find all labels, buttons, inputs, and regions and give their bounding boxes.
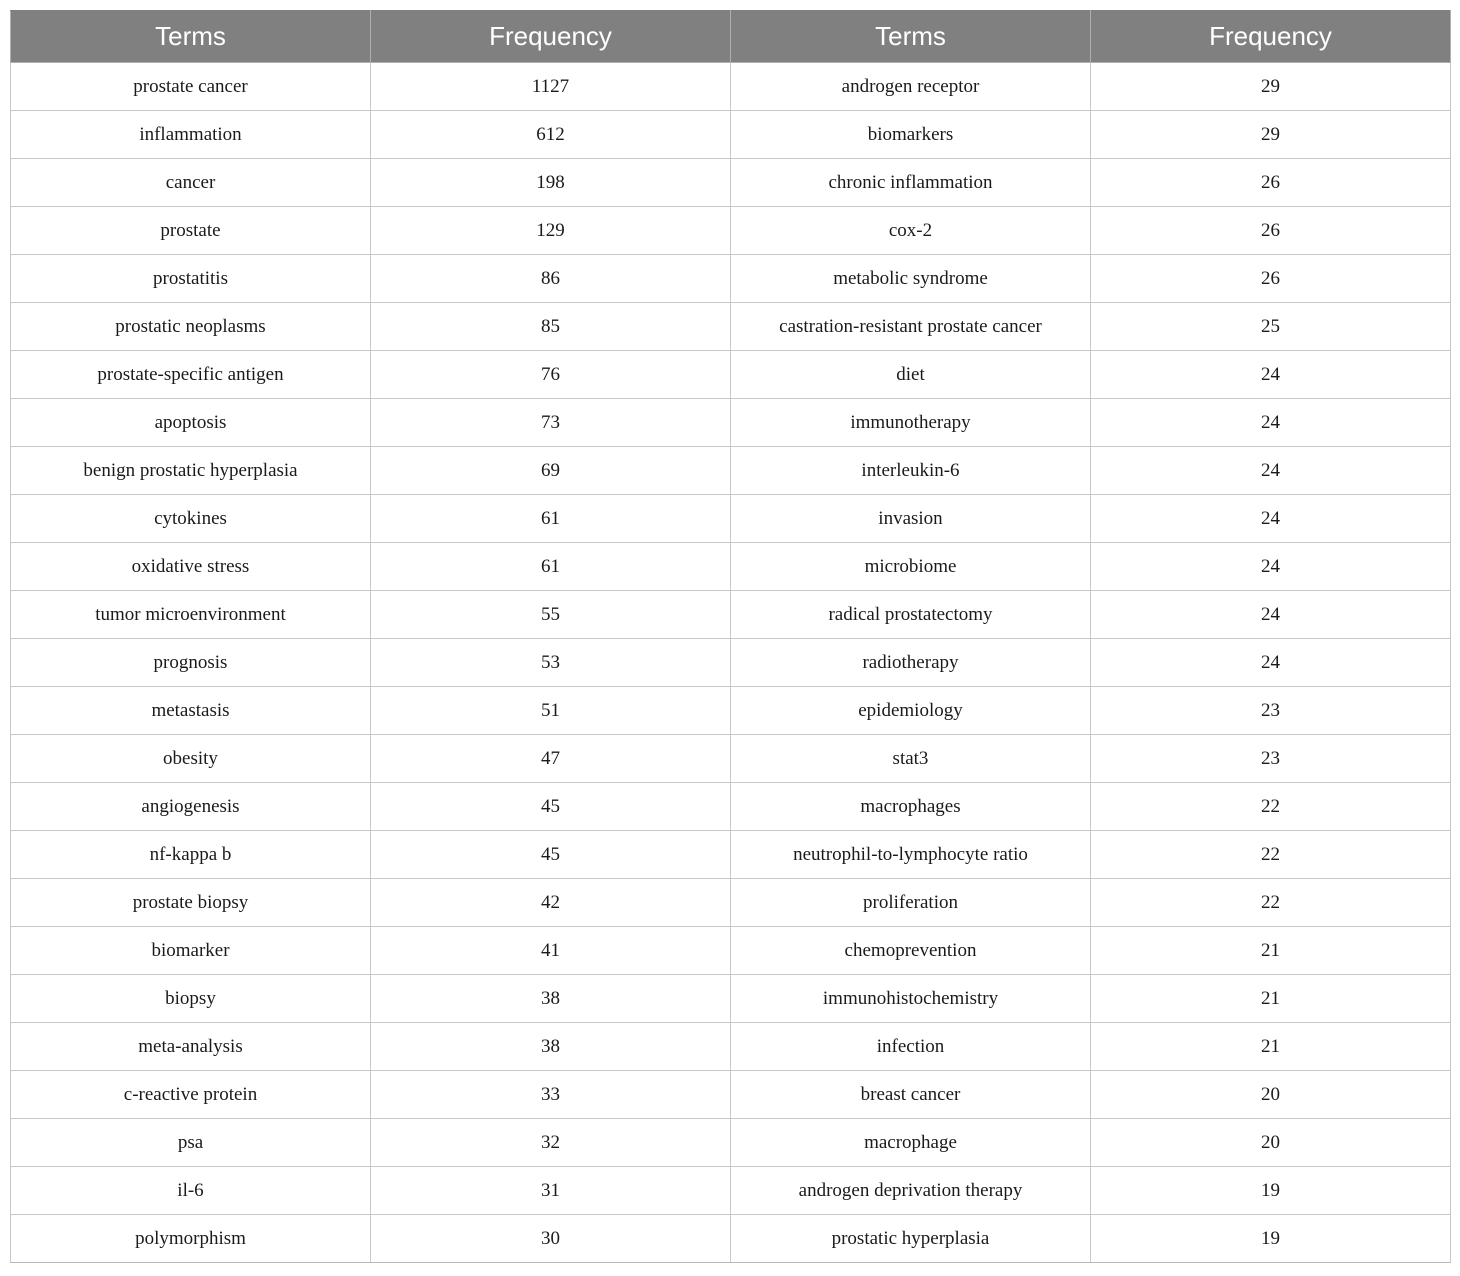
table-row	[11, 159, 1451, 207]
table-row	[11, 1023, 1451, 1071]
term-left-cell: prostatitis	[11, 255, 371, 303]
term-left-cell: c-reactive protein	[11, 1071, 371, 1119]
table-row	[11, 687, 1451, 735]
frequency-right-cell: 24	[1091, 591, 1451, 639]
term-right-cell: radiotherapy	[731, 639, 1091, 687]
term-left-cell: benign prostatic hyperplasia	[11, 447, 371, 495]
frequency-right-cell: 24	[1091, 399, 1451, 447]
frequency-right-cell: 22	[1091, 879, 1451, 927]
table-row	[11, 975, 1451, 1023]
table-header	[11, 11, 1451, 63]
table-row	[11, 639, 1451, 687]
frequency-left-cell: 30	[371, 1215, 731, 1263]
table-row	[11, 927, 1451, 975]
term-left-cell: apoptosis	[11, 399, 371, 447]
terms-frequency-table	[10, 10, 1451, 1263]
term-right-cell: interleukin-6	[731, 447, 1091, 495]
frequency-left-cell: 69	[371, 447, 731, 495]
term-left-cell: psa	[11, 1119, 371, 1167]
term-left-cell: nf-kappa b	[11, 831, 371, 879]
table-row	[11, 543, 1451, 591]
table-row	[11, 495, 1451, 543]
frequency-right-cell: 20	[1091, 1119, 1451, 1167]
term-right-cell: stat3	[731, 735, 1091, 783]
term-left-cell: oxidative stress	[11, 543, 371, 591]
term-right-cell: chemoprevention	[731, 927, 1091, 975]
frequency-left-cell: 45	[371, 831, 731, 879]
term-left-cell: metastasis	[11, 687, 371, 735]
frequency-left-cell: 51	[371, 687, 731, 735]
frequency-right-cell: 23	[1091, 735, 1451, 783]
frequency-left-cell: 198	[371, 159, 731, 207]
term-left-cell: prognosis	[11, 639, 371, 687]
frequency-left-cell: 1127	[371, 63, 731, 111]
frequency-left-cell: 86	[371, 255, 731, 303]
term-left-cell: prostate biopsy	[11, 879, 371, 927]
frequency-right-cell: 21	[1091, 927, 1451, 975]
table-row	[11, 831, 1451, 879]
table-row	[11, 1215, 1451, 1263]
term-left-cell: angiogenesis	[11, 783, 371, 831]
term-right-cell: invasion	[731, 495, 1091, 543]
table-row	[11, 1119, 1451, 1167]
term-right-cell: microbiome	[731, 543, 1091, 591]
term-right-cell: immunotherapy	[731, 399, 1091, 447]
frequency-right-cell: 29	[1091, 63, 1451, 111]
frequency-right-cell: 24	[1091, 543, 1451, 591]
frequency-left-cell: 41	[371, 927, 731, 975]
table-row	[11, 1071, 1451, 1119]
term-left-cell: prostate	[11, 207, 371, 255]
frequency-right-cell: 21	[1091, 1023, 1451, 1071]
term-right-cell: chronic inflammation	[731, 159, 1091, 207]
frequency-left-cell: 61	[371, 543, 731, 591]
frequency-right-cell: 26	[1091, 159, 1451, 207]
frequency-right-cell: 24	[1091, 351, 1451, 399]
term-right-cell: macrophages	[731, 783, 1091, 831]
term-right-cell: radical prostatectomy	[731, 591, 1091, 639]
frequency-right-cell: 19	[1091, 1167, 1451, 1215]
term-left-cell: tumor microenvironment	[11, 591, 371, 639]
term-right-cell: castration-resistant prostate cancer	[731, 303, 1091, 351]
frequency-right-cell: 25	[1091, 303, 1451, 351]
term-left-cell: biopsy	[11, 975, 371, 1023]
frequency-left-cell: 55	[371, 591, 731, 639]
frequency-left-cell: 612	[371, 111, 731, 159]
frequency-right-cell: 22	[1091, 783, 1451, 831]
term-left-cell: prostate cancer	[11, 63, 371, 111]
frequency-left-cell: 129	[371, 207, 731, 255]
frequency-right-cell: 29	[1091, 111, 1451, 159]
term-right-cell: androgen deprivation therapy	[731, 1167, 1091, 1215]
header-terms-right: Terms	[731, 11, 1091, 63]
table-row	[11, 255, 1451, 303]
term-left-cell: il-6	[11, 1167, 371, 1215]
term-left-cell: prostate-specific antigen	[11, 351, 371, 399]
table-row	[11, 783, 1451, 831]
term-right-cell: proliferation	[731, 879, 1091, 927]
term-right-cell: androgen receptor	[731, 63, 1091, 111]
term-left-cell: biomarker	[11, 927, 371, 975]
term-right-cell: metabolic syndrome	[731, 255, 1091, 303]
term-right-cell: cox-2	[731, 207, 1091, 255]
frequency-left-cell: 38	[371, 975, 731, 1023]
term-left-cell: cytokines	[11, 495, 371, 543]
term-right-cell: infection	[731, 1023, 1091, 1071]
term-left-cell: polymorphism	[11, 1215, 371, 1263]
table-row	[11, 591, 1451, 639]
frequency-left-cell: 47	[371, 735, 731, 783]
table-row	[11, 447, 1451, 495]
frequency-right-cell: 21	[1091, 975, 1451, 1023]
table-row	[11, 351, 1451, 399]
table-row	[11, 303, 1451, 351]
terms-frequency-table-container	[10, 10, 1450, 1263]
term-left-cell: cancer	[11, 159, 371, 207]
frequency-left-cell: 61	[371, 495, 731, 543]
table-row	[11, 111, 1451, 159]
frequency-left-cell: 32	[371, 1119, 731, 1167]
frequency-right-cell: 22	[1091, 831, 1451, 879]
frequency-left-cell: 38	[371, 1023, 731, 1071]
term-right-cell: epidemiology	[731, 687, 1091, 735]
frequency-right-cell: 19	[1091, 1215, 1451, 1263]
table-row	[11, 1167, 1451, 1215]
frequency-left-cell: 76	[371, 351, 731, 399]
frequency-left-cell: 73	[371, 399, 731, 447]
frequency-right-cell: 23	[1091, 687, 1451, 735]
term-right-cell: biomarkers	[731, 111, 1091, 159]
frequency-left-cell: 85	[371, 303, 731, 351]
frequency-right-cell: 26	[1091, 255, 1451, 303]
header-frequency-right: Frequency	[1091, 11, 1451, 63]
frequency-right-cell: 26	[1091, 207, 1451, 255]
term-right-cell: macrophage	[731, 1119, 1091, 1167]
frequency-left-cell: 53	[371, 639, 731, 687]
term-left-cell: prostatic neoplasms	[11, 303, 371, 351]
term-left-cell: meta-analysis	[11, 1023, 371, 1071]
frequency-right-cell: 24	[1091, 639, 1451, 687]
frequency-left-cell: 33	[371, 1071, 731, 1119]
frequency-left-cell: 31	[371, 1167, 731, 1215]
frequency-left-cell: 45	[371, 783, 731, 831]
term-left-cell: obesity	[11, 735, 371, 783]
table-row	[11, 207, 1451, 255]
header-terms-left: Terms	[11, 11, 371, 63]
frequency-right-cell: 20	[1091, 1071, 1451, 1119]
term-right-cell: breast cancer	[731, 1071, 1091, 1119]
frequency-left-cell: 42	[371, 879, 731, 927]
term-right-cell: prostatic hyperplasia	[731, 1215, 1091, 1263]
header-frequency-left: Frequency	[371, 11, 731, 63]
term-right-cell: immunohistochemistry	[731, 975, 1091, 1023]
table-row	[11, 879, 1451, 927]
frequency-right-cell: 24	[1091, 447, 1451, 495]
frequency-right-cell: 24	[1091, 495, 1451, 543]
term-right-cell: diet	[731, 351, 1091, 399]
term-right-cell: neutrophil-to-lymphocyte ratio	[731, 831, 1091, 879]
table-row	[11, 735, 1451, 783]
header-row	[11, 11, 1451, 63]
table-body	[11, 63, 1451, 1263]
table-row	[11, 63, 1451, 111]
term-left-cell: inflammation	[11, 111, 371, 159]
table-row	[11, 399, 1451, 447]
